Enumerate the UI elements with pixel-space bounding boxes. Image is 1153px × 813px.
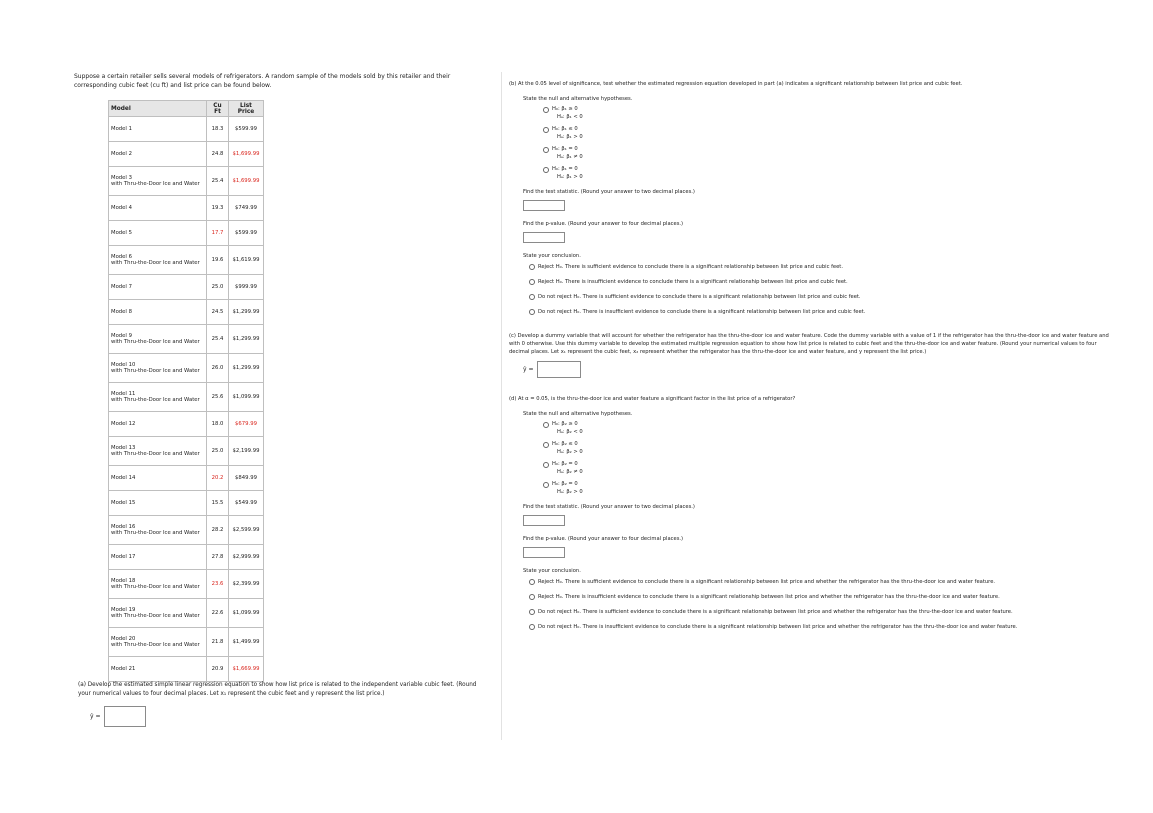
- cu-ft-cell: 25.6: [207, 383, 229, 412]
- cu-ft-cell: 27.8: [207, 545, 229, 570]
- table-row: [109, 599, 264, 628]
- model-cell: [109, 275, 207, 300]
- table-row: [109, 325, 264, 354]
- model-name: Model 5: [111, 230, 132, 236]
- alt-hypothesis: Hₐ: β₁ > 0: [557, 133, 583, 140]
- hypothesis-pair: [552, 146, 583, 161]
- cu-ft-cell: 22.6: [207, 599, 229, 628]
- cu-ft-cell: 25.0: [207, 437, 229, 466]
- hypothesis-pair: [552, 481, 583, 496]
- cu-ft-cell: 24.8: [207, 142, 229, 167]
- radio-icon[interactable]: [529, 309, 535, 315]
- part-b-test-stat-label: Find the test statistic. (Round your answer to two decimal places.): [523, 189, 695, 195]
- model-cell: [109, 466, 207, 491]
- model-cell: [109, 412, 207, 437]
- list-price-cell: $1,099.99: [229, 599, 264, 628]
- model-cell: [109, 117, 207, 142]
- model-feature: with Thru-the-Door Ice and Water: [111, 339, 200, 345]
- cu-ft-cell: 26.0: [207, 354, 229, 383]
- conclusion-text: Do not reject H₀. There is insufficient evidence to conclude there is a significant relationship between list price and whether the refrigerator has the thru-the-door ice and water feature.: [538, 624, 1018, 630]
- list-price-cell: $1,299.99: [229, 325, 264, 354]
- right-panel: [509, 80, 1109, 631]
- part-d-conclusion-option[interactable]: [529, 608, 1109, 616]
- hypothesis-pair: [552, 461, 583, 476]
- part-b-p-value-label: Find the p-value. (Round your answer to four decimal places.): [523, 221, 684, 227]
- cu-ft-cell: 15.5: [207, 491, 229, 516]
- cu-ft-cell: 19.6: [207, 246, 229, 275]
- list-price-cell: $749.99: [229, 196, 264, 221]
- part-d-test-stat-input[interactable]: [523, 515, 565, 526]
- header-list-price: List Price: [229, 101, 264, 117]
- null-hypothesis: H₀: β₂ ≤ 0: [552, 441, 578, 447]
- table-row: [109, 142, 264, 167]
- model-cell: [109, 545, 207, 570]
- part-b-hyp-option[interactable]: [543, 146, 1109, 161]
- table-row: [109, 300, 264, 325]
- model-name: Model 20: [111, 636, 136, 642]
- part-b-test-stat-input[interactable]: [523, 200, 565, 211]
- part-a-yhat-label: ŷ =: [90, 713, 101, 720]
- part-b-hyp-option[interactable]: [543, 106, 1109, 121]
- conclusion-text: Do not reject H₀. There is sufficient evidence to conclude there is a significant relationship between list price and cubic feet.: [538, 294, 861, 300]
- table-row: [109, 167, 264, 196]
- list-price-cell: $599.99: [229, 221, 264, 246]
- part-d-question: (d) At α = 0.05, is the thru-the-door ice and water feature a significant factor in the list price of a refrigerator?: [509, 396, 796, 402]
- list-price-cell: $599.99: [229, 117, 264, 142]
- hypothesis-pair: [552, 166, 583, 181]
- table-row: [109, 275, 264, 300]
- header-model: Model: [109, 101, 207, 117]
- model-name: Model 19: [111, 607, 136, 613]
- part-b-conclusion-option[interactable]: [529, 308, 1109, 316]
- part-d-hyp-option[interactable]: [543, 421, 1109, 436]
- model-feature: with Thru-the-Door Ice and Water: [111, 397, 200, 403]
- table-row: [109, 657, 264, 682]
- conclusion-text: Do not reject H₀. There is insufficient evidence to conclude there is a significant relationship between list price and cubic feet.: [538, 309, 866, 315]
- part-d-p-value-label: Find the p-value. (Round your answer to four decimal places.): [523, 536, 684, 542]
- part-d-state-hyp: State the null and alternative hypotheses.: [523, 411, 633, 417]
- model-name: Model 3: [111, 175, 132, 181]
- model-name: Model 4: [111, 205, 132, 211]
- conclusion-text: Reject H₀. There is insufficient evidence to conclude there is a significant relationship between list price and whether the refrigerator has the thru-the-door ice and water feature.: [538, 594, 1000, 600]
- alt-hypothesis: Hₐ: β₁ < 0: [557, 113, 583, 120]
- part-d-p-value-input[interactable]: [523, 547, 565, 558]
- list-price-cell: $1,669.99: [229, 657, 264, 682]
- list-price-cell: $1,099.99: [229, 383, 264, 412]
- part-c-text: (c) Develop a dummy variable that will account for whether the refrigerator has the thru-the-door ice and water feature. Code the dummy variable with a value of 1 if the refrigerator has the thru-the-door ice and water feature and with 0 otherwise. Use this dummy variable to develop the estimated multiple regression equation to show how list price is related to cubic feet and the thru-the-door ice and water feature. (Round your numerical values to four decimal places. Let x₁ represent the cubic feet, x₂ represent whether the refrigerator has the thru-the-door ice and water feature, and y represent the list price.): [509, 333, 1109, 355]
- cu-ft-cell: 18.0: [207, 412, 229, 437]
- model-cell: [109, 167, 207, 196]
- null-hypothesis: H₀: β₁ ≤ 0: [552, 126, 578, 132]
- table-row: [109, 466, 264, 491]
- radio-icon[interactable]: [529, 624, 535, 630]
- part-d-hypotheses: [523, 421, 1109, 496]
- part-b-conclusion-option[interactable]: [529, 263, 1109, 271]
- part-a-answer-row: [90, 706, 488, 727]
- list-price-cell: $849.99: [229, 466, 264, 491]
- hypothesis-pair: [552, 106, 583, 121]
- radio-icon[interactable]: [543, 462, 549, 468]
- null-hypothesis: H₀: β₂ = 0: [552, 461, 578, 467]
- null-hypothesis: H₀: β₂ ≥ 0: [552, 421, 578, 427]
- radio-icon[interactable]: [529, 579, 535, 585]
- table-row: [109, 491, 264, 516]
- part-b-question: (b) At the 0.05 level of significance, test whether the estimated regression equation developed in part (a) indicates a significant relationship between list price and cubic feet.: [509, 81, 963, 87]
- part-d-conclusion-option[interactable]: [529, 593, 1109, 601]
- radio-icon[interactable]: [529, 609, 535, 615]
- table-row: [109, 412, 264, 437]
- model-name: Model 16: [111, 524, 136, 530]
- model-name: Model 6: [111, 254, 132, 260]
- model-name: Model 12: [111, 421, 136, 427]
- cu-ft-cell: 25.4: [207, 325, 229, 354]
- list-price-cell: $679.99: [229, 412, 264, 437]
- model-name: Model 1: [111, 126, 132, 132]
- radio-icon[interactable]: [529, 594, 535, 600]
- model-feature: with Thru-the-Door Ice and Water: [111, 451, 200, 457]
- part-b: [509, 80, 1109, 316]
- part-c: [509, 332, 1109, 378]
- model-feature: with Thru-the-Door Ice and Water: [111, 613, 200, 619]
- cu-ft-cell: 25.4: [207, 167, 229, 196]
- radio-icon[interactable]: [543, 482, 549, 488]
- table-row: [109, 246, 264, 275]
- model-cell: [109, 196, 207, 221]
- conclusion-text: Reject H₀. There is sufficient evidence to conclude there is a significant relationship between list price and cubic feet.: [538, 264, 843, 270]
- conclusion-text: Reject H₀. There is insufficient evidence to conclude there is a significant relationship between list price and cubic feet.: [538, 279, 848, 285]
- model-cell: [109, 325, 207, 354]
- alt-hypothesis: Hₐ: β₂ ≠ 0: [557, 468, 583, 475]
- radio-icon[interactable]: [543, 107, 549, 113]
- model-cell: [109, 354, 207, 383]
- cu-ft-cell: 19.3: [207, 196, 229, 221]
- part-b-conclusion-option[interactable]: [529, 293, 1109, 301]
- cu-ft-cell: 21.8: [207, 628, 229, 657]
- table-row: [109, 117, 264, 142]
- cu-ft-cell: 20.2: [207, 466, 229, 491]
- part-d-conclusion-option[interactable]: [529, 578, 1109, 586]
- radio-icon[interactable]: [529, 294, 535, 300]
- list-price-cell: $1,699.99: [229, 142, 264, 167]
- radio-icon[interactable]: [543, 127, 549, 133]
- model-name: Model 21: [111, 666, 136, 672]
- table-body: [109, 117, 264, 682]
- table-row: [109, 545, 264, 570]
- model-name: Model 17: [111, 554, 136, 560]
- null-hypothesis: H₀: β₁ ≥ 0: [552, 106, 578, 112]
- list-price-cell: $2,399.99: [229, 570, 264, 599]
- part-b-hypotheses: [523, 106, 1109, 181]
- table-row: [109, 570, 264, 599]
- part-b-hyp-option[interactable]: [543, 166, 1109, 181]
- null-hypothesis: H₀: β₁ = 0: [552, 166, 578, 172]
- radio-icon[interactable]: [529, 264, 535, 270]
- problem-intro: Suppose a certain retailer sells several models of refrigerators. A random sample of the models sold by this retailer and their corresponding cubic feet (cu ft) and list price can be found below.: [74, 73, 451, 89]
- hypothesis-pair: [552, 441, 583, 456]
- model-name: Model 9: [111, 333, 132, 339]
- model-cell: [109, 599, 207, 628]
- part-b-state-hyp: State the null and alternative hypotheses.: [523, 96, 633, 102]
- table-row: [109, 354, 264, 383]
- model-cell: [109, 628, 207, 657]
- part-c-answer-row: [509, 361, 1109, 378]
- model-name: Model 8: [111, 309, 132, 315]
- model-name: Model 14: [111, 475, 136, 481]
- list-price-cell: $2,999.99: [229, 545, 264, 570]
- model-name: Model 13: [111, 445, 136, 451]
- alt-hypothesis: Hₐ: β₁ ≠ 0: [557, 153, 583, 160]
- left-panel: [74, 72, 494, 720]
- radio-icon[interactable]: [543, 442, 549, 448]
- part-c-equation-input[interactable]: [537, 361, 581, 378]
- model-cell: [109, 657, 207, 682]
- table-row: [109, 628, 264, 657]
- list-price-cell: $1,299.99: [229, 354, 264, 383]
- refrigerator-table: [108, 100, 264, 682]
- model-feature: with Thru-the-Door Ice and Water: [111, 530, 200, 536]
- model-name: Model 11: [111, 391, 136, 397]
- column-divider: [501, 72, 502, 740]
- part-c-yhat-label: ŷ =: [523, 365, 534, 373]
- model-feature: with Thru-the-Door Ice and Water: [111, 642, 200, 648]
- alt-hypothesis: Hₐ: β₂ > 0: [557, 448, 583, 455]
- model-name: Model 2: [111, 151, 132, 157]
- part-d-test-stat-label: Find the test statistic. (Round your answer to two decimal places.): [523, 504, 695, 510]
- list-price-cell: $549.99: [229, 491, 264, 516]
- null-hypothesis: H₀: β₂ = 0: [552, 481, 578, 487]
- alt-hypothesis: Hₐ: β₂ > 0: [557, 488, 583, 495]
- part-b-hyp-option[interactable]: [543, 126, 1109, 141]
- conclusion-text: Do not reject H₀. There is sufficient evidence to conclude there is a significant relationship between list price and whether the refrigerator has the thru-the-door ice and water feature.: [538, 609, 1013, 615]
- null-hypothesis: H₀: β₁ = 0: [552, 146, 578, 152]
- list-price-cell: $2,599.99: [229, 516, 264, 545]
- part-d-hyp-option[interactable]: [543, 481, 1109, 496]
- hypothesis-pair: [552, 126, 583, 141]
- model-cell: [109, 570, 207, 599]
- model-cell: [109, 437, 207, 466]
- radio-icon[interactable]: [529, 279, 535, 285]
- model-cell: [109, 300, 207, 325]
- table-header-row: [109, 101, 264, 117]
- part-d-state-concl: State your conclusion.: [523, 568, 581, 574]
- table-row: [109, 437, 264, 466]
- table-row: [109, 516, 264, 545]
- model-name: Model 10: [111, 362, 136, 368]
- part-b-conclusions: [523, 263, 1109, 316]
- cu-ft-cell: 24.5: [207, 300, 229, 325]
- part-b-conclusion-option[interactable]: [529, 278, 1109, 286]
- list-price-cell: $1,619.99: [229, 246, 264, 275]
- part-d-hyp-option[interactable]: [543, 461, 1109, 476]
- model-name: Model 18: [111, 578, 136, 584]
- table-row: [109, 221, 264, 246]
- part-d-hyp-option[interactable]: [543, 441, 1109, 456]
- part-d-conclusion-option[interactable]: [529, 623, 1109, 631]
- hypothesis-pair: [552, 421, 583, 436]
- model-cell: [109, 491, 207, 516]
- list-price-cell: $2,199.99: [229, 437, 264, 466]
- list-price-cell: $999.99: [229, 275, 264, 300]
- conclusion-text: Reject H₀. There is sufficient evidence to conclude there is a significant relationship between list price and whether the refrigerator has the thru-the-door ice and water feature.: [538, 579, 996, 585]
- cu-ft-cell: 17.7: [207, 221, 229, 246]
- model-feature: with Thru-the-Door Ice and Water: [111, 260, 200, 266]
- part-a-text: (a) Develop the estimated simple linear regression equation to show how list price is related to the independent variable cubic feet. (Round your numerical values to four decimal places. Let x₁ represent the cubic feet and y represent the list price.): [78, 682, 477, 697]
- cu-ft-cell: 28.2: [207, 516, 229, 545]
- radio-icon[interactable]: [543, 147, 549, 153]
- part-d-conclusions: [523, 578, 1109, 631]
- model-name: Model 15: [111, 500, 136, 506]
- model-cell: [109, 142, 207, 167]
- list-price-cell: $1,499.99: [229, 628, 264, 657]
- header-cu-ft: Cu Ft: [207, 101, 229, 117]
- radio-icon[interactable]: [543, 167, 549, 173]
- radio-icon[interactable]: [543, 422, 549, 428]
- model-name: Model 7: [111, 284, 132, 290]
- table-row: [109, 383, 264, 412]
- model-cell: [109, 221, 207, 246]
- alt-hypothesis: Hₐ: β₂ < 0: [557, 428, 583, 435]
- model-cell: [109, 516, 207, 545]
- list-price-cell: $1,299.99: [229, 300, 264, 325]
- cu-ft-cell: 23.6: [207, 570, 229, 599]
- list-price-cell: $1,699.99: [229, 167, 264, 196]
- cu-ft-cell: 18.3: [207, 117, 229, 142]
- table-row: [109, 196, 264, 221]
- cu-ft-cell: 20.9: [207, 657, 229, 682]
- part-a: [78, 681, 488, 727]
- part-d: [509, 395, 1109, 631]
- part-b-p-value-input[interactable]: [523, 232, 565, 243]
- model-feature: with Thru-the-Door Ice and Water: [111, 584, 200, 590]
- cu-ft-cell: 25.0: [207, 275, 229, 300]
- model-feature: with Thru-the-Door Ice and Water: [111, 181, 200, 187]
- model-cell: [109, 246, 207, 275]
- model-feature: with Thru-the-Door Ice and Water: [111, 368, 200, 374]
- model-cell: [109, 383, 207, 412]
- part-b-state-concl: State your conclusion.: [523, 253, 581, 259]
- part-a-equation-input[interactable]: [104, 706, 146, 727]
- alt-hypothesis: Hₐ: β₁ > 0: [557, 173, 583, 180]
